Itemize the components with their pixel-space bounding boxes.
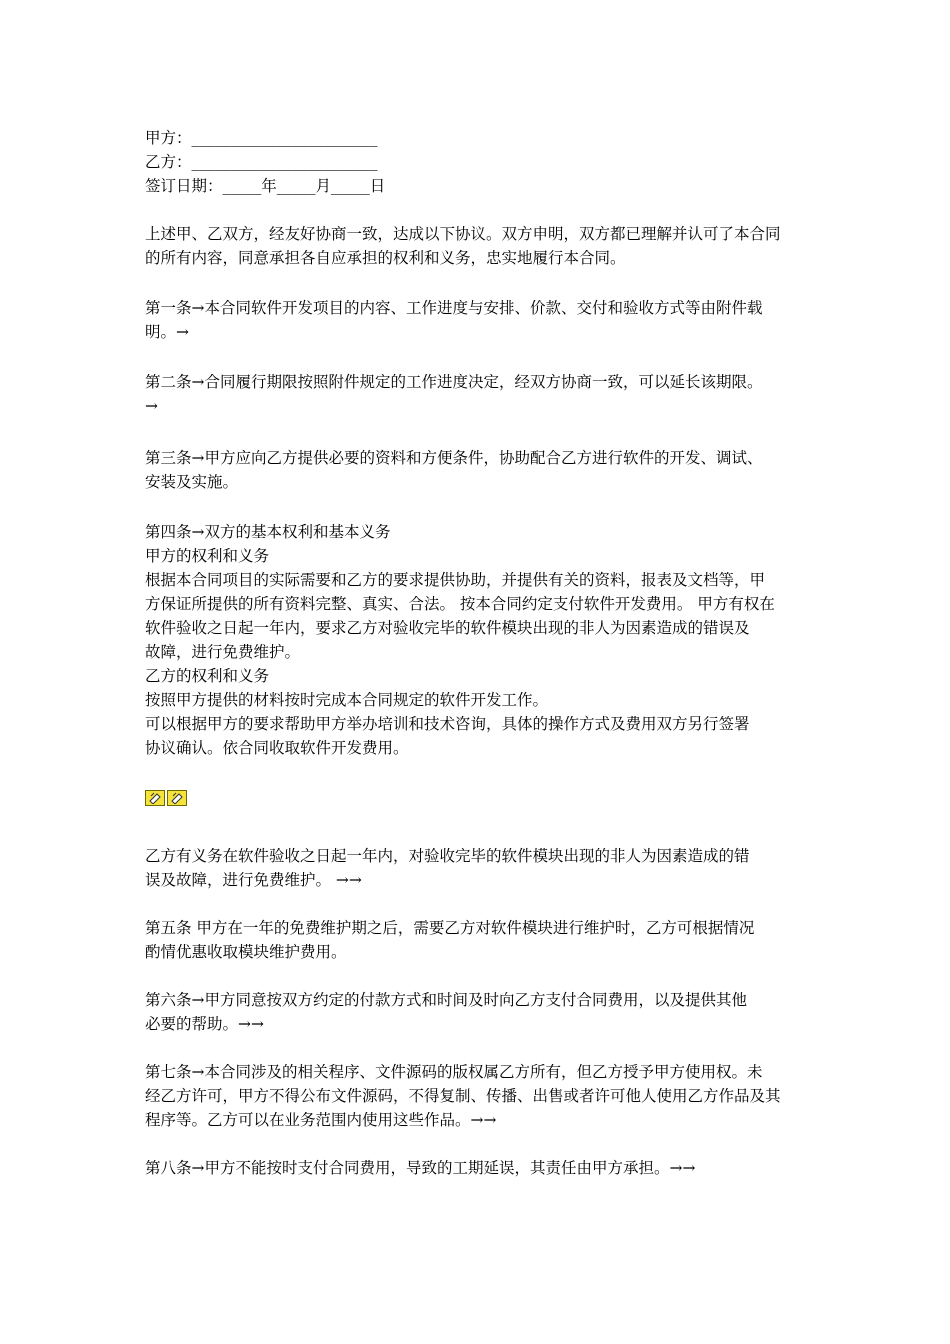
article3-line-2: 安装及实施。 bbox=[145, 473, 239, 491]
article7-line-3: 程序等。乙方可以在业务范围内使用这些作品。→→ bbox=[145, 1111, 497, 1129]
obligation-line-1: 乙方有义务在软件验收之日起一年内，对验收完毕的软件模块出现的非人为因素造成的错 bbox=[145, 847, 750, 865]
sign-date-line: 签订日期：_____年_____月_____日 bbox=[145, 177, 386, 195]
article7-line-2: 经乙方许可，甲方不得公布文件源码，不得复制、传播、出售或者许可他人使用乙方作品及其 bbox=[145, 1087, 781, 1105]
article4-line-5: 软件验收之日起一年内，要求乙方对验收完毕的软件模块出现的非人为因素造成的错误及 bbox=[145, 619, 750, 637]
embedded-icons bbox=[145, 790, 187, 806]
article2-line-1: 第二条→合同履行期限按照附件规定的工作进度决定，经双方协商一致，可以延长该期限。 bbox=[145, 373, 763, 391]
intro-line-1: 上述甲、乙双方，经友好协商一致，达成以下协议。双方申明，双方都已理解并认可了本合同 bbox=[145, 225, 781, 243]
article5-line-1: 第五条 甲方在一年的免费维护期之后，需要乙方对软件模块进行维护时，乙方可根据情况 bbox=[145, 919, 755, 937]
article4-line-10: 协议确认。依合同收取软件开发费用。 bbox=[145, 739, 409, 757]
party-b-line: 乙方：________________________ bbox=[145, 153, 378, 171]
obligation-line-2: 误及故障，进行免费维护。 →→ bbox=[145, 871, 362, 889]
article1-line-1: 第一条→本合同软件开发项目的内容、工作进度与安排、价款、交付和验收方式等由附件载 bbox=[145, 299, 763, 317]
party-b-rights-heading: 乙方的权利和义务 bbox=[145, 667, 270, 685]
article4-line-6: 故障，进行免费维护。 bbox=[145, 643, 301, 661]
article1-line-2: 明。→ bbox=[145, 323, 189, 341]
article4-heading: 第四条→双方的基本权利和基本义务 bbox=[145, 523, 391, 541]
article8-line-1: 第八条→甲方不能按时支付合同费用，导致的工期延误，其责任由甲方承担。→→ bbox=[145, 1159, 696, 1177]
article5-line-2: 酌情优惠收取模块维护费用。 bbox=[145, 943, 347, 961]
edit-comment-icon[interactable] bbox=[167, 790, 187, 806]
article7-line-1: 第七条→本合同涉及的相关程序、文件源码的版权属乙方所有，但乙方授予甲方使用权。未 bbox=[145, 1063, 763, 1081]
party-a-rights-heading: 甲方的权利和义务 bbox=[145, 547, 270, 565]
article4-line-4: 方保证所提供的所有资料完整、真实、合法。 按本合同约定支付软件开发费用。 甲方有权在 bbox=[145, 595, 775, 613]
party-a-line: 甲方：________________________ bbox=[145, 129, 378, 147]
article3-line-1: 第三条→甲方应向乙方提供必要的资料和方便条件，协助配合乙方进行软件的开发、调试、 bbox=[145, 449, 763, 467]
article4-line-9: 可以根据甲方的要求帮助甲方举办培训和技术咨询，具体的操作方式及费用双方另行签署 bbox=[145, 715, 750, 733]
article6-line-1: 第六条→甲方同意按双方约定的付款方式和时间及时向乙方支付合同费用，以及提供其他 bbox=[145, 991, 747, 1009]
article6-line-2: 必要的帮助。→→ bbox=[145, 1015, 264, 1033]
article4-line-8: 按照甲方提供的材料按时完成本合同规定的软件开发工作。 bbox=[145, 691, 549, 709]
article4-line-3: 根据本合同项目的实际需要和乙方的要求提供协助，并提供有关的资料，报表及文档等，甲 bbox=[145, 571, 766, 589]
article2-line-2: → bbox=[145, 397, 158, 415]
edit-comment-icon[interactable] bbox=[145, 790, 165, 806]
intro-line-2: 的所有内容，同意承担各自应承担的权利和义务，忠实地履行本合同。 bbox=[145, 249, 626, 267]
